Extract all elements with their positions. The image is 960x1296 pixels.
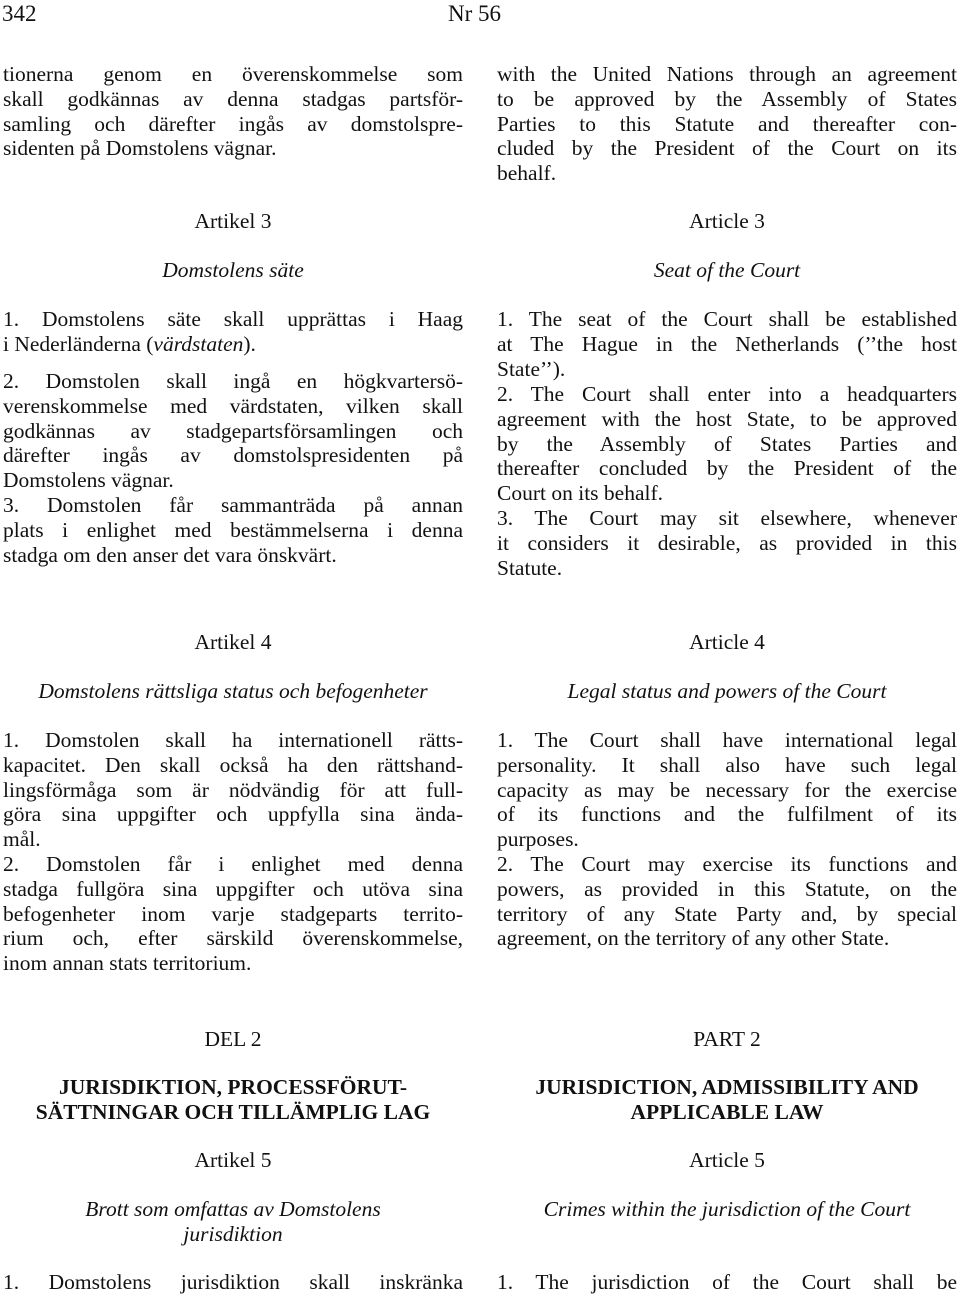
part-2-title: JURISDIKTION, PROCESSFÖRUT- SÄTTNINGAR OCH TILLÄMPLIG LAG — [35, 1075, 431, 1124]
article-5-paragraph-1: 1. The jurisdiction of the Court shall be — [497, 1270, 957, 1294]
intro-paragraph: tionerna genom en överenskommelse som skall godkännas av denna stadgas partsför- samling och därefter ingås av domstolspre- sidenten på Domstolens vägnar. — [3, 62, 463, 161]
article-3-paragraph-2: 2. The Court shall enter into a headquarters agreement with the host State, to be approved by the Assembly of States Parties and thereafter concluded by the President of the Court on its behalf. — [497, 382, 957, 506]
article-4-title: Domstolens rättsliga status och befogenheter — [38, 679, 428, 703]
article-4-paragraph-2: 2. The Court may exercise its functions and powers, as provided in this Statute, on the territory of any State Party and, by special agreement, on the territory of any other State. — [497, 852, 957, 951]
article-3-heading: Article 3 — [689, 209, 765, 233]
article-3-paragraph-1: 1. Domstolens säte skall upprättas i Haag i Nederländerna (värdstaten). — [3, 307, 463, 356]
article-5-title: Crimes within the jurisdiction of the Court — [543, 1197, 911, 1221]
article-5-paragraph-1: 1. Domstolens jurisdiktion skall inskränka — [3, 1270, 463, 1294]
part-2-label: PART 2 — [693, 1027, 761, 1051]
article-3-heading: Artikel 3 — [194, 209, 272, 233]
article-4-paragraph-2: 2. Domstolen får i enlighet med denna stadga fullgöra sina uppgifter och utöva sina befogenheter inom varje stadgeparts territo- rium och, efter särskild överenskommelse, inom annan stats territorium. — [3, 852, 463, 976]
article-4-heading: Artikel 4 — [194, 630, 272, 654]
intro-paragraph: with the United Nations through an agreement to be approved by the Assembly of States Parties to this Statute and thereafter con- cluded by the President of the Court on its behalf. — [497, 62, 957, 186]
article-5-heading: Artikel 5 — [194, 1148, 272, 1172]
part-2-label: DEL 2 — [204, 1027, 262, 1051]
part-2-title: JURISDICTION, ADMISSIBILITY AND APPLICABLE LAW — [535, 1075, 919, 1124]
article-3-title: Domstolens säte — [162, 258, 304, 282]
article-3-paragraph-3: 3. Domstolen får sammanträda på annan plats i enlighet med bestämmelserna i denna stadga om den anser det vara önskvärt. — [3, 493, 463, 567]
article-4-heading: Article 4 — [689, 630, 765, 654]
page-header — [0, 0, 960, 30]
article-4-title: Legal status and powers of the Court — [567, 679, 887, 703]
article-3-paragraph-3: 3. The Court may sit elsewhere, whenever it considers it desirable, as provided in this Statute. — [497, 506, 957, 580]
article-3-title: Seat of the Court — [653, 258, 801, 282]
article-4-paragraph-1: 1. Domstolen skall ha internationell rätts- kapacitet. Den skall också ha den rättshand- lingsförmåga som är nödvändig för att full- göra sina uppgifter och uppfylla sina ända- mål. — [3, 728, 463, 852]
article-3-paragraph-2: 2. Domstolen skall ingå en högkvartersö- verenskommelse med värdstaten, vilken skall godkännas av stadgepartsförsamlingen och därefter ingås av domstolspresidenten på Domstolens vägnar. — [3, 369, 463, 493]
article-3-paragraph-1: 1. The seat of the Court shall be established at The Hague in the Netherlands (’’the host State’’). — [497, 307, 957, 381]
article-4-paragraph-1: 1. The Court shall have international legal personality. It shall also have such legal capacity as may be necessary for the exercise of its functions and the fulfilment of its purposes. — [497, 728, 957, 852]
article-5-heading: Article 5 — [689, 1148, 765, 1172]
issue-number: Nr 56 — [448, 1, 502, 26]
page-number: 342 — [2, 1, 37, 26]
article-5-title: Brott som omfattas av Domstolens jurisdiktion — [85, 1197, 381, 1246]
